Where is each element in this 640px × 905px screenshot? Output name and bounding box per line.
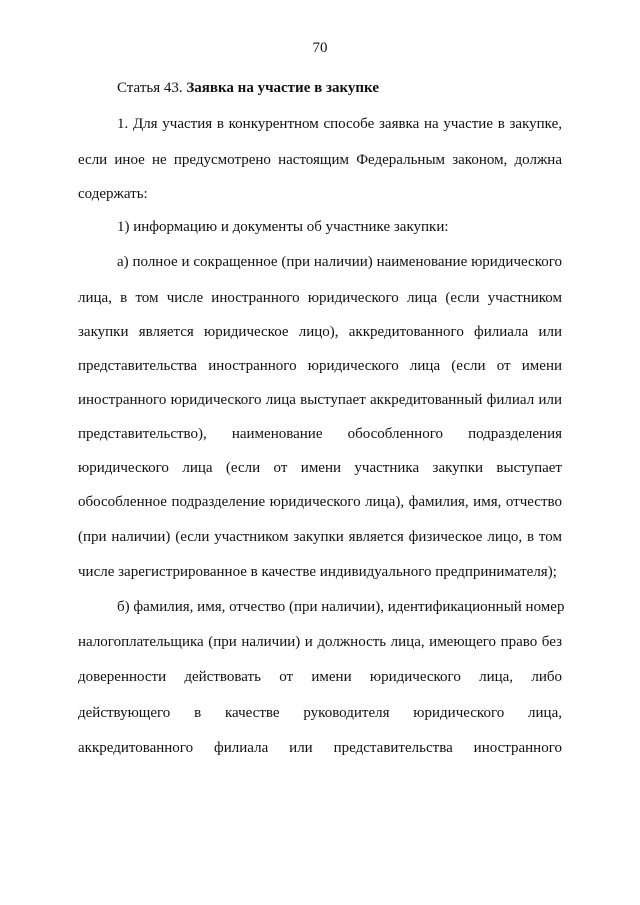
paragraph-line: юридического лица (если от имени участника закупки выступает	[78, 460, 562, 476]
paragraph-line: представительство), наименование обособленного подразделения	[78, 426, 562, 442]
paragraph-line: обособленное подразделение юридического лица), фамилия, имя, отчество	[78, 494, 562, 510]
paragraph-line: налогоплательщика (при наличии) и должность лица, имеющего право без	[78, 634, 562, 650]
paragraph-line: (при наличии) (если участником закупки является физическое лицо, в том	[78, 529, 562, 545]
paragraph-line: иностранного юридического лица выступает аккредитованный филиал или	[78, 392, 562, 408]
paragraph-line: если иное не предусмотрено настоящим Федеральным законом, должна	[78, 152, 562, 168]
paragraph-line: доверенности действовать от имени юридического лица, либо	[78, 669, 562, 685]
paragraph-line: 1. Для участия в конкурентном способе заявка на участие в закупке,	[117, 116, 562, 132]
paragraph-line: а) полное и сокращенное (при наличии) наименование юридического	[117, 254, 562, 270]
paragraph-line: закупки является юридическое лицо), аккредитованного филиала или	[78, 324, 562, 340]
article-title: Заявка на участие в закупке	[186, 80, 379, 96]
paragraph-line: аккредитованного филиала или представительства иностранного	[78, 740, 562, 756]
paragraph-line: действующего в качестве руководителя юридического лица,	[78, 705, 562, 721]
paragraph-line: 1) информацию и документы об участнике закупки:	[117, 219, 449, 235]
paragraph-line: содержать:	[78, 186, 148, 202]
page-number: 70	[312, 40, 328, 56]
paragraph-line: лица, в том числе иностранного юридического лица (если участником	[78, 290, 562, 306]
paragraph-line: б) фамилия, имя, отчество (при наличии), идентификационный номер	[117, 599, 565, 615]
article-prefix: Статья 43.	[117, 80, 183, 96]
paragraph-line: числе зарегистрированное в качестве индивидуального предпринимателя);	[78, 564, 557, 580]
paragraph-line: представительства иностранного юридического лица (если от имени	[78, 358, 562, 374]
article-heading	[117, 78, 562, 98]
